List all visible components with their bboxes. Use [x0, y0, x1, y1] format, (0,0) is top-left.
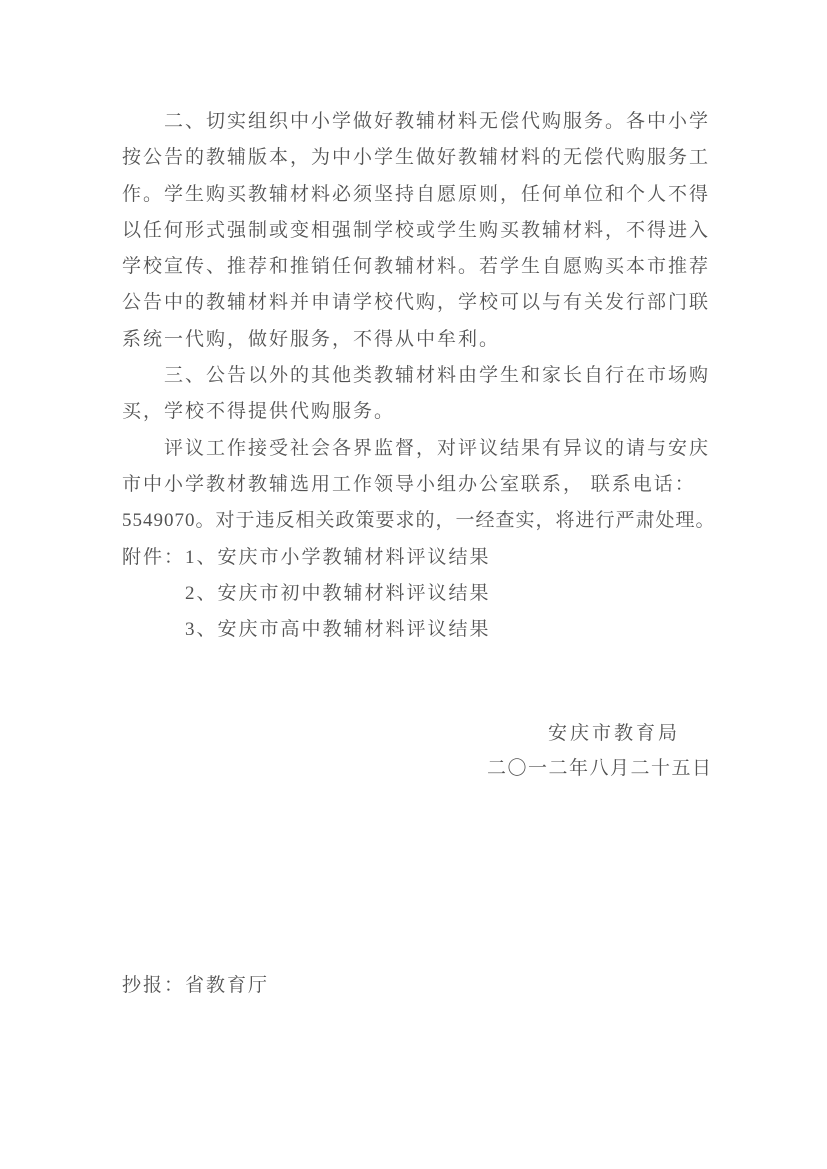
signature-org: 安庆市教育局 [548, 723, 681, 744]
attachment-line: 2、安庆市初中教辅材料评议结果 [185, 582, 491, 604]
text-line: 学校宣传、推荐和推销任何教辅材料。若学生自愿购买本市推荐 [122, 256, 711, 278]
text-line: 公告中的教辅材料并申请学校代购，学校可以与有关发行部门联 [122, 292, 711, 314]
text-line: 5549070。对于违反相关政策要求的，一经查实，将进行严肃处理。 [122, 510, 716, 532]
signature-date: 二〇一二年八月二十五日 [487, 758, 713, 779]
copy-to-note: 抄报：省教育厅 [122, 975, 270, 996]
text-line: 作。学生购买教辅材料必须坚持自愿原则，任何单位和个人不得 [122, 183, 711, 205]
text-line: 系统一代购，做好服务，不得从中牟利。 [122, 328, 501, 350]
text-line: 三、公告以外的其他类教辅材料由学生和家长自行在市场购 [164, 365, 711, 387]
document-body [122, 104, 722, 648]
text-line: 按公告的教辅版本，为中小学生做好教辅材料的无偿代购服务工 [122, 147, 711, 169]
text-line: 二、切实组织中小学做好教辅材料无偿代购服务。各中小学 [164, 111, 711, 132]
text-line: 评议工作接受社会各界监督，对评议结果有异议的请与安庆 [164, 437, 711, 459]
text-line: 买，学校不得提供代购服务。 [122, 401, 396, 423]
attachment-line: 3、安庆市高中教辅材料评议结果 [185, 619, 491, 641]
text-line: 以任何形式强制或变相强制学校或学生购买教辅材料，不得进入 [122, 219, 711, 241]
attachment-line: 附件：1、安庆市小学教辅材料评议结果 [122, 546, 491, 568]
text-line: 市中小学教材教辅选用工作领导小组办公室联系， 联系电话： [122, 473, 696, 495]
